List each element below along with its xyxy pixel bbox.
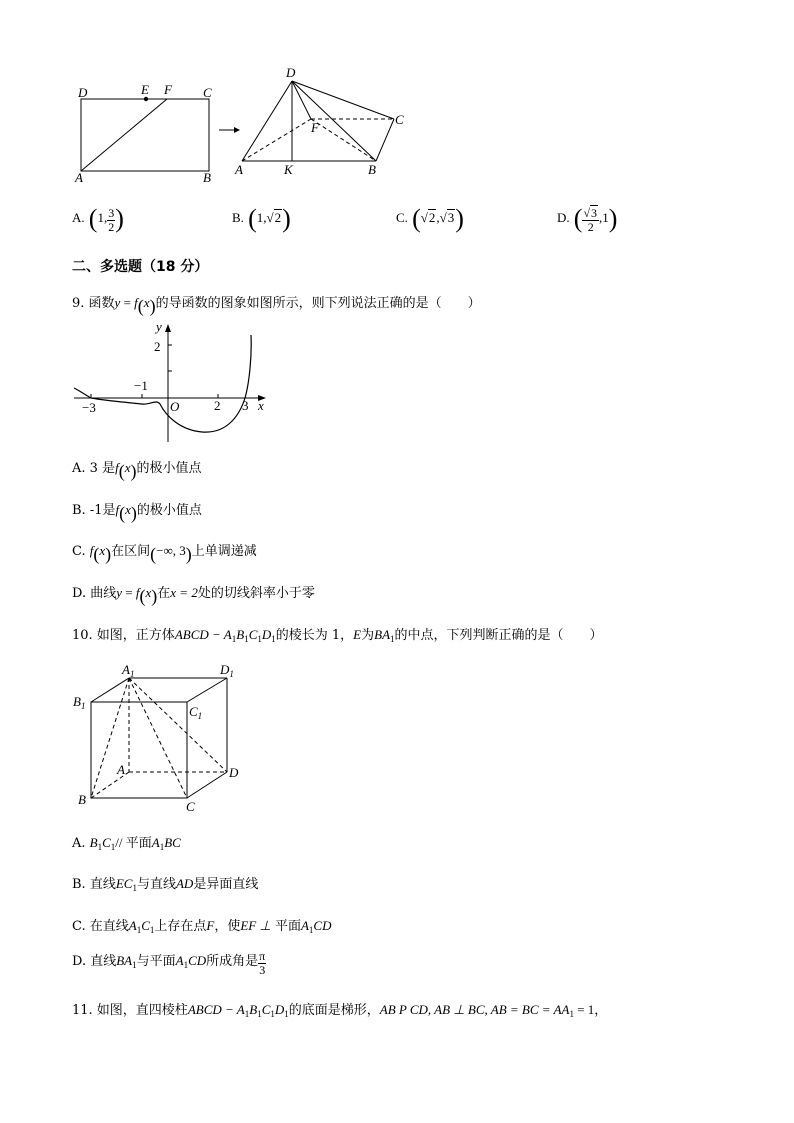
label-d: D xyxy=(78,85,88,100)
derivative-curve xyxy=(74,335,251,432)
q9-option-b[interactable]: B. -1是f(x)的极小值点 xyxy=(72,502,202,523)
label-b1: $B_1$ xyxy=(73,694,86,711)
label-b: B xyxy=(368,162,376,177)
fraction: $\frac{\pi}{3}$ xyxy=(259,949,266,977)
label-a: A xyxy=(235,162,243,177)
q10-cube-figure xyxy=(70,660,250,818)
q9-stem: 9. 函数y = f(x)的导函数的图象如图所示，则下列说法正确的是（ ） xyxy=(72,295,481,316)
label-c1: $C_1$ xyxy=(189,704,203,721)
edge-dc xyxy=(292,81,394,119)
sqrt: √2 xyxy=(266,210,282,225)
label-f: F xyxy=(164,82,172,97)
segment-af xyxy=(81,99,167,171)
sqrt: √2 xyxy=(420,210,436,225)
label-e: E xyxy=(141,82,149,97)
label-c: C xyxy=(203,85,212,100)
q8-option-d[interactable]: D. ( $\frac{√3}{2}$ ,1) xyxy=(557,204,618,234)
label-b: B xyxy=(78,792,86,807)
q11-stem: 11. 如图，直四棱柱ABCD − $A_1B_1C_1D_1$的底面是梯形，AB P CD, AB ⊥ BC, AB = BC = $AA_1 = 1$， xyxy=(72,1002,608,1019)
fraction: $\frac{√3}{2}$ xyxy=(583,206,598,234)
sqrt: √3 xyxy=(439,210,455,225)
edge-a1c xyxy=(129,678,187,798)
tick-label-y2: 2 xyxy=(154,339,161,354)
q10-option-a[interactable]: A. $B_1C_1//$ 平面$A_1BC$ xyxy=(72,835,181,852)
edge-af xyxy=(242,119,311,161)
tick-label-3: 3 xyxy=(242,398,249,413)
q10-option-b[interactable]: B. 直线$EC_1$与直线AD是异面直线 xyxy=(72,876,259,893)
q10-option-c[interactable]: C. 在直线$A_1C_1$上存在点F，使EF ⊥ 平面$A_1CD$ xyxy=(72,918,332,935)
label-y: y xyxy=(156,319,162,334)
label-b: B xyxy=(203,170,211,185)
label-d: D xyxy=(229,765,239,780)
label-a: A xyxy=(117,762,125,777)
label-d: D xyxy=(286,65,296,80)
edge-a1b xyxy=(91,678,129,798)
edge-a1d xyxy=(129,678,227,772)
edge-b1a1 xyxy=(91,678,129,702)
label-k: K xyxy=(284,162,293,177)
rectangle-abcd xyxy=(81,99,209,171)
edge-bc xyxy=(376,119,394,161)
label-c: C xyxy=(395,112,404,127)
point-e xyxy=(144,97,148,101)
tick-label-neg1: −1 xyxy=(134,378,148,393)
front-face xyxy=(91,702,187,798)
y-axis-arrow-icon xyxy=(165,324,171,332)
tick-label-2: 2 xyxy=(214,398,221,413)
label-d1: $D_1$ xyxy=(220,662,234,679)
q10-stem: 10. 如图，正方体ABCD − $A_1B_1C_1D_1$的棱长为 1，E为$BA_1$的中点，下列判断正确的是（ ） xyxy=(72,627,603,644)
label-a1: $A_1$ xyxy=(122,662,135,679)
edge-fb xyxy=(311,119,376,161)
edge-cd xyxy=(187,772,227,798)
q8-folded-figure xyxy=(230,64,410,179)
q10-option-d[interactable]: D. 直线$BA_1$与平面$A_1CD$所成角是 $\frac{\pi}{3}$ xyxy=(72,949,266,977)
q9-option-d[interactable]: D. 曲线y = f(x)在x = 2处的切线斜率小于零 xyxy=(72,585,315,606)
q9-option-c[interactable]: C. f(x)在区间(−∞, 3)上单调递减 xyxy=(72,543,257,564)
label-origin: O xyxy=(170,399,180,414)
label-f: F xyxy=(311,120,319,135)
edge-db xyxy=(292,81,376,161)
q8-rectangle-figure xyxy=(70,80,220,185)
q8-option-a[interactable]: A. (1, $\frac{3}{2}$ ) xyxy=(72,204,124,234)
q8-option-b[interactable]: B. (1,√2) xyxy=(232,204,291,233)
edge-da xyxy=(242,81,292,161)
fraction: $\frac{3}{2}$ xyxy=(108,206,115,234)
label-c: C xyxy=(186,799,195,814)
section-title: 二、多选题（18 分） xyxy=(72,259,209,275)
q8-option-c[interactable]: C. (√2,√3) xyxy=(396,204,464,233)
q9-derivative-graph xyxy=(70,318,270,446)
label-x: x xyxy=(258,398,264,413)
q9-option-a[interactable]: A. 3 是f(x)的极小值点 xyxy=(72,460,202,481)
edge-c1d1 xyxy=(187,678,227,702)
label-a: A xyxy=(75,170,83,185)
tick-label-neg3: −3 xyxy=(82,400,96,415)
